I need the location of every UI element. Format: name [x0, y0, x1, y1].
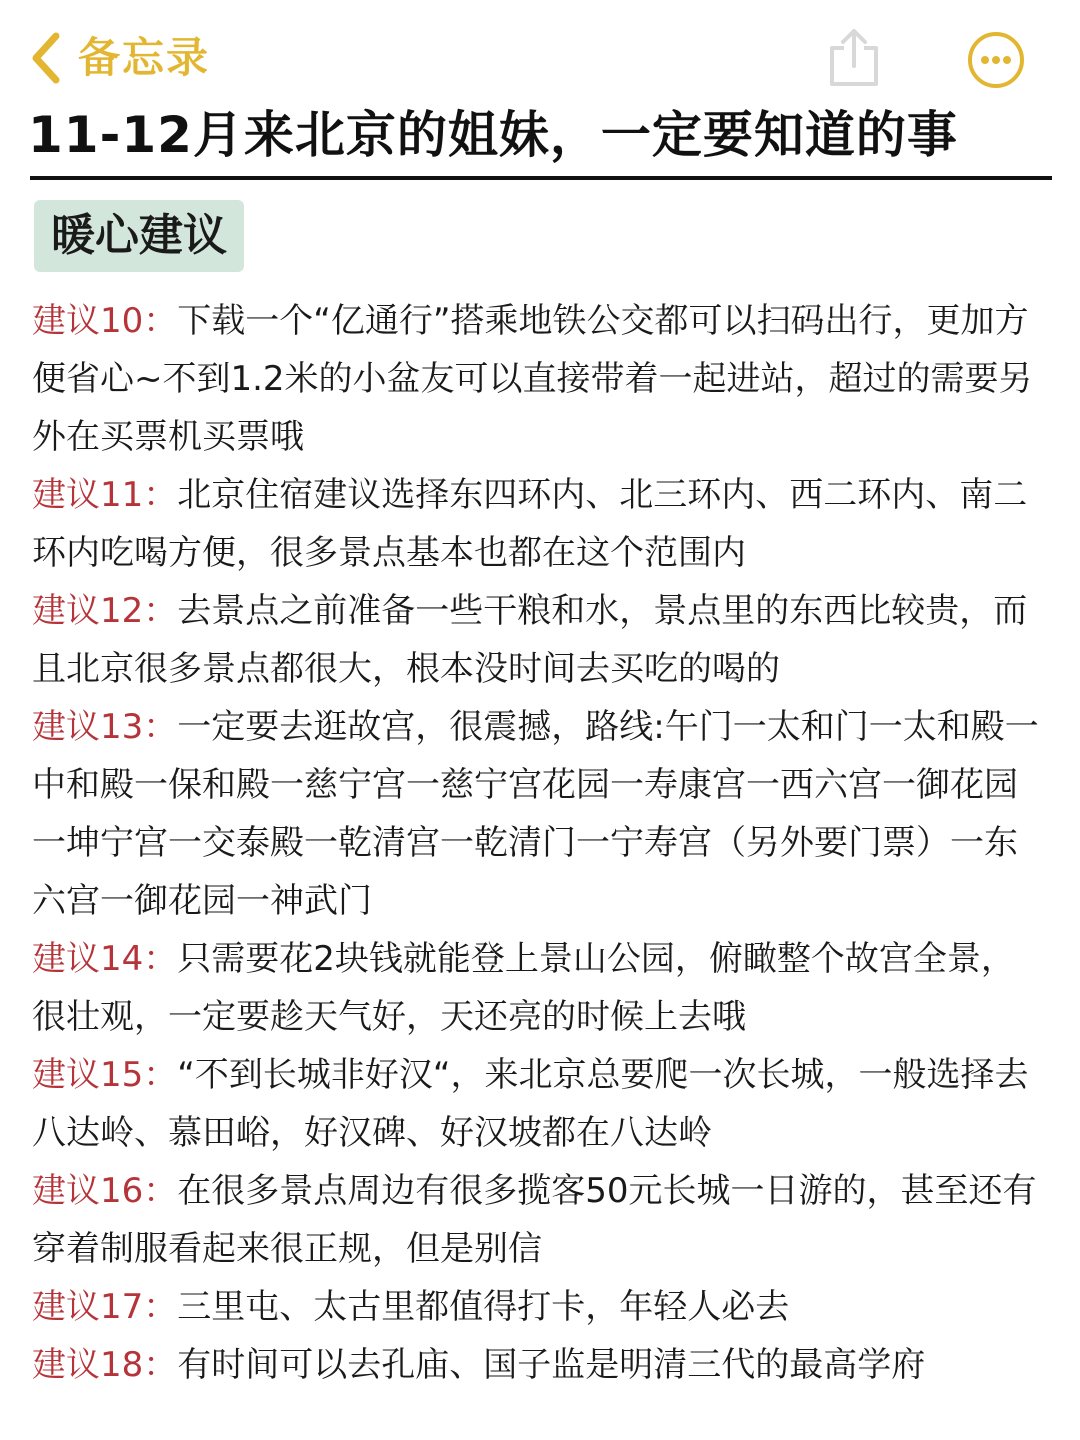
- tip-label: 建议15：: [32, 1055, 178, 1095]
- tip-label: 建议10：: [32, 301, 178, 341]
- tip-item: [32, 1046, 1042, 1162]
- page-title: 11-12月来北京的姐妹，一定要知道的事: [28, 106, 958, 164]
- tip-text: 去景点之前准备一些干粮和水，景点里的东西比较贵，而且北京很多景点都很大，根本没时间去买吃的喝的: [32, 591, 1028, 689]
- tip-item: [32, 698, 1042, 930]
- tip-text: 三里屯、太古里都值得打卡，年轻人必去: [177, 1287, 790, 1327]
- tips-list: [32, 292, 1042, 1394]
- back-button[interactable]: [30, 26, 210, 90]
- tip-label: 建议16：: [32, 1171, 178, 1211]
- tip-item: [32, 582, 1042, 698]
- tip-label: 建议14：: [32, 939, 178, 979]
- tip-item: [32, 1162, 1042, 1278]
- tip-text: 一定要去逛故宫，很震撼，路线:午门一太和门一太和殿一中和殿一保和殿一慈宁宫一慈宁宫花园一寿康宫一西六宫一御花园一坤宁宫一交泰殿一乾清宫一乾清门一宁寿宫（另外要门票）一东六宫一御花园一神武门: [32, 707, 1039, 921]
- tip-label: 建议13：: [32, 707, 178, 747]
- nav-bar: [0, 0, 1080, 110]
- tip-item: [32, 292, 1042, 466]
- tip-label: 建议17：: [32, 1287, 178, 1327]
- tip-text: 只需要花2块钱就能登上景山公园，俯瞰整个故宫全景，很壮观，一定要趁天气好，天还亮的时候上去哦: [32, 939, 1015, 1037]
- tip-text: 下载一个“亿通行”搭乘地铁公交都可以扫码出行，更加方便省心~不到1.2米的小盆友可以直接带着一起进站，超过的需要另外在买票机买票哦: [32, 301, 1033, 457]
- tip-label: 建议12：: [32, 591, 178, 631]
- chevron-left-icon: [30, 31, 62, 85]
- share-icon[interactable]: [826, 26, 882, 90]
- tip-item: [32, 466, 1042, 582]
- back-label: 备忘录: [78, 33, 211, 82]
- section-tag: 暖心建议: [34, 200, 244, 272]
- tip-label: 建议11：: [32, 475, 178, 515]
- title-divider: [30, 176, 1052, 180]
- tip-item: [32, 1336, 1042, 1394]
- tip-text: 有时间可以去孔庙、国子监是明清三代的最高学府: [177, 1345, 926, 1385]
- tip-text: 北京住宿建议选择东四环内、北三环内、西二环内、南二环内吃喝方便，很多景点基本也都在这个范围内: [32, 475, 1028, 573]
- tip-item: [32, 930, 1042, 1046]
- tip-label: 建议18：: [32, 1345, 178, 1385]
- tip-item: [32, 1278, 1042, 1336]
- more-icon[interactable]: [966, 30, 1026, 90]
- tip-text: “不到长城非好汉“，来北京总要爬一次长城，一般选择去八达岭、慕田峪，好汉碑、好汉坡都在八达岭: [32, 1055, 1029, 1153]
- tip-text: 在很多景点周边有很多揽客50元长城一日游的，甚至还有穿着制服看起来很正规，但是别信: [32, 1171, 1037, 1269]
